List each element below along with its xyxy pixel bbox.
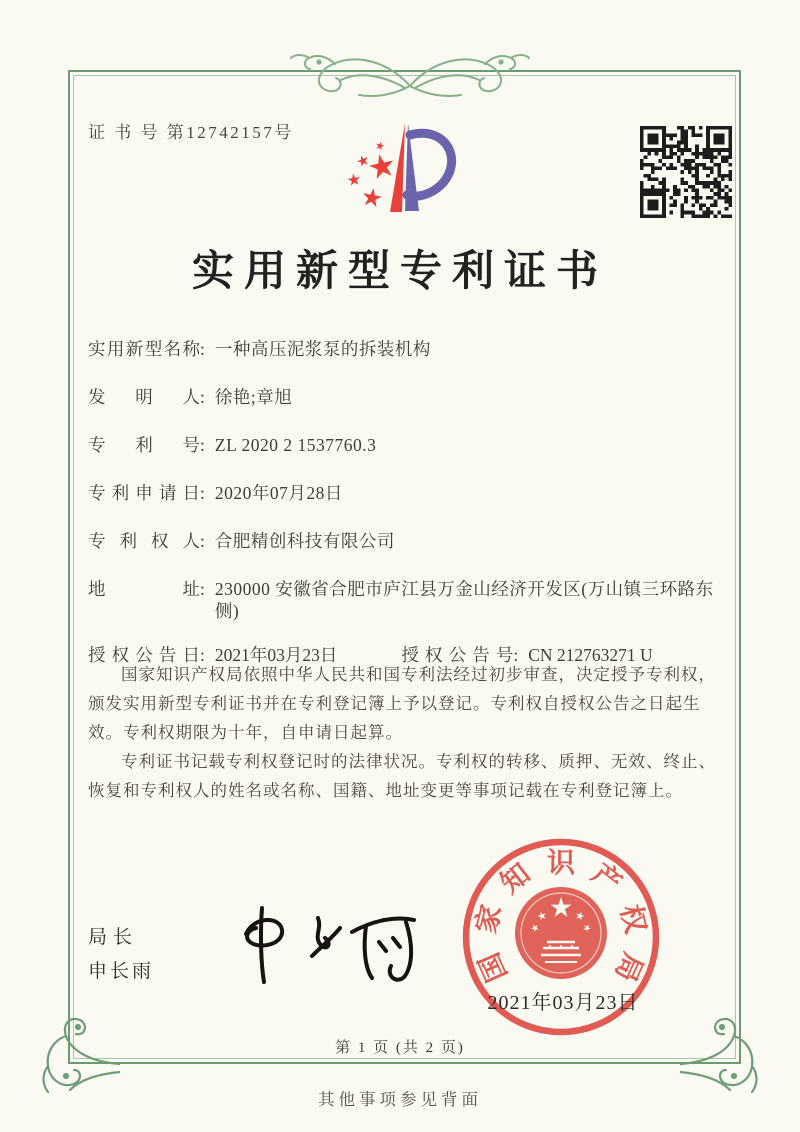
cnipa-logo <box>338 110 472 228</box>
legal-text <box>88 660 718 805</box>
field-row-name <box>88 338 722 360</box>
seal-char: 识 <box>546 848 576 879</box>
commissioner-signature <box>226 892 422 994</box>
field-value-inventor: 徐艳;章旭 <box>214 387 293 407</box>
field-label: 发明人 <box>88 387 200 407</box>
seal-char: 国 <box>473 947 514 986</box>
field-separator: : <box>513 645 519 665</box>
field-value-name: 一种高压泥浆泵的拆装机构 <box>214 339 431 359</box>
field-separator: : <box>200 435 205 455</box>
field-separator: : <box>200 483 205 503</box>
legal-paragraph-1: 国家知识产权局依照中华人民共和国专利法经过初步审查，决定授予专利权，颁发实用新型专利证书并在专利登记簿上予以登记。专利权自授权公告之日起生效。专利权期限为十年，自申请日起算。 <box>88 665 716 742</box>
grant-date-label: 授权公告日 <box>88 645 200 665</box>
field-separator: : <box>200 339 205 359</box>
field-label: 地址 <box>88 579 200 599</box>
certificate-number: 证 书 号 第12742157号 <box>88 123 294 142</box>
bottom-left-corner-ornament <box>36 1014 120 1096</box>
bottom-right-corner-ornament <box>680 1014 764 1096</box>
grant-date-value: 2021年03月23日 <box>214 645 338 665</box>
commissioner-name: 申长雨 <box>88 961 155 982</box>
seal-date: 2021年03月23日 <box>487 992 639 1014</box>
grant-number-label: 授权公告号 <box>401 645 514 665</box>
field-row-address <box>88 578 722 622</box>
legal-paragraph-2: 专利证书记载专利权登记时的法律状况。专利权的转移、质押、无效、终止、恢复和专利权人的姓名或名称、国籍、地址变更等事项记载在专利登记簿上。 <box>88 752 716 800</box>
seal-char: 局 <box>608 947 649 986</box>
field-value-patentee: 合肥精创科技有限公司 <box>214 531 395 551</box>
certificate-fields <box>88 338 722 666</box>
field-separator: : <box>200 531 205 551</box>
certificate-title: 实用新型专利证书 <box>191 249 608 295</box>
commissioner-title: 局长 <box>88 927 139 948</box>
field-value-patent-no: ZL 2020 2 1537760.3 <box>214 435 377 455</box>
field-value-filing-date: 2020年07月28日 <box>214 483 343 503</box>
field-row-inventor <box>88 386 722 408</box>
seal-char: 产 <box>585 858 627 900</box>
qr-code <box>640 126 732 218</box>
seal-char: 知 <box>495 858 537 900</box>
field-label: 专利号 <box>88 435 200 455</box>
field-row-patentee <box>88 530 722 552</box>
field-label: 实用新型名称 <box>88 339 200 359</box>
field-label: 专利申请日 <box>88 483 200 503</box>
field-label: 专利权人 <box>88 531 200 551</box>
field-separator: : <box>200 579 205 599</box>
grant-number-value: CN 212763271 U <box>528 645 653 665</box>
field-value-address: 230000 安徽省合肥市庐江县万金山经济开发区(万山镇三环路东侧) <box>214 579 714 621</box>
page-number: 第 1 页 (共 2 页) <box>335 1040 465 1056</box>
back-side-note: 其他事项参见背面 <box>318 1090 482 1109</box>
field-row-filing-date <box>88 482 722 504</box>
seal-national-emblem <box>515 887 607 979</box>
field-separator: : <box>200 645 205 665</box>
seal-char: 家 <box>471 901 509 937</box>
seal-char: 权 <box>613 901 651 937</box>
top-flourish-ornament <box>283 44 537 100</box>
field-separator: : <box>200 387 205 407</box>
field-row-patent-no <box>88 434 722 456</box>
